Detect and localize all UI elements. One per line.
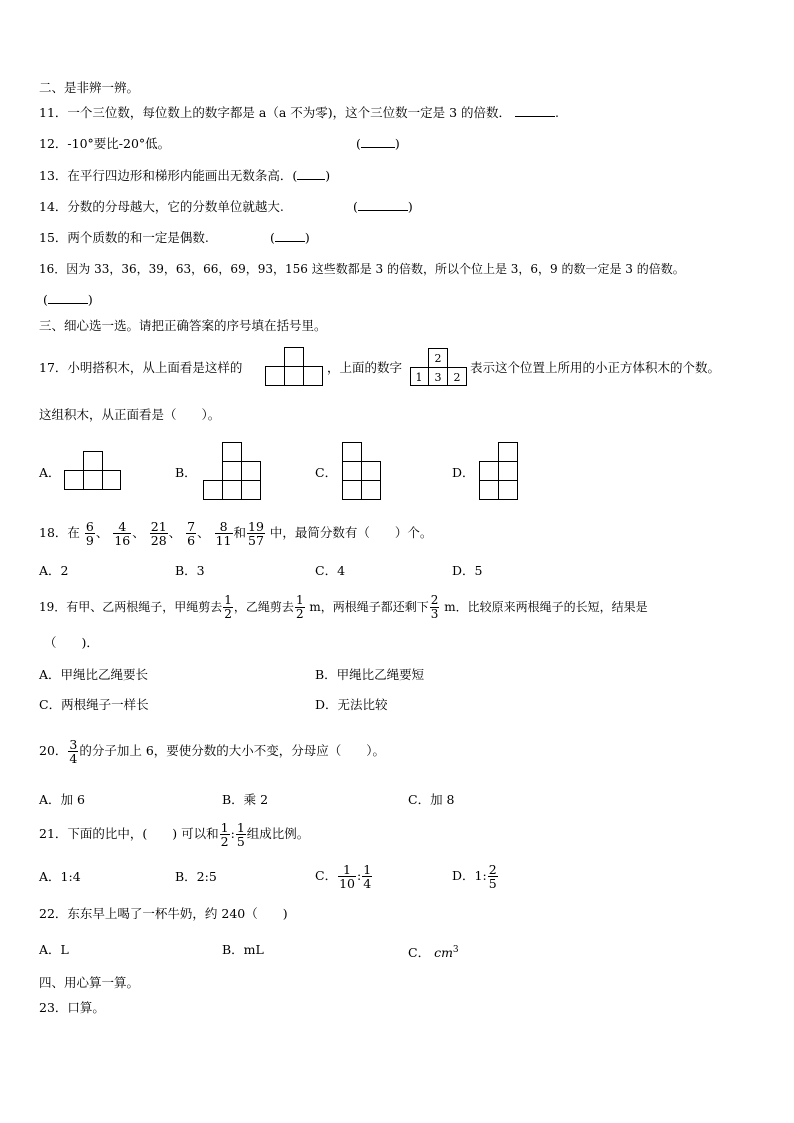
numerator: 1: [295, 593, 304, 607]
question-15-answer[interactable]: [270, 230, 310, 246]
paren-open: (: [270, 230, 275, 245]
denominator: 5: [488, 876, 497, 891]
q19-option-c[interactable]: C．两根绳子一样长: [39, 697, 149, 712]
question-16-text: 16．因为 33，36，39，63，66，69，93，156 这些数都是 3 的倍数，所以个位上是 3，6，9 的数一定是 3 的倍数。: [39, 262, 685, 276]
numerator: 8: [215, 520, 233, 534]
question-14-answer[interactable]: [353, 199, 413, 215]
section-4-heading: 四、用心算一算。: [39, 975, 140, 990]
denominator: 5: [236, 834, 245, 849]
numerator: 3: [69, 737, 78, 752]
paren-close: ): [407, 199, 413, 214]
question-19-line2: （ )．: [44, 635, 99, 650]
denominator: 28: [150, 533, 167, 548]
numerator: 1: [363, 862, 372, 877]
numerator: 1: [220, 820, 229, 835]
section-3-heading: 三、细心选一选。请把正确答案的序号填在括号里。: [39, 318, 327, 333]
numerator: 2: [488, 862, 497, 877]
fraction: [488, 863, 498, 890]
denominator: 10: [339, 876, 355, 891]
q18-option-b[interactable]: B．3: [175, 563, 205, 578]
option-b-figure[interactable]: [203, 441, 263, 501]
fraction: [236, 821, 246, 848]
question-19: [39, 588, 648, 626]
separator: 、: [95, 525, 109, 540]
numerator: 1: [224, 593, 232, 607]
fraction: [362, 863, 372, 890]
numerator: 1: [338, 863, 356, 877]
option-b-label[interactable]: B．: [175, 465, 197, 480]
q22-option-a[interactable]: A．L: [39, 942, 69, 957]
q18-option-d[interactable]: D．5: [452, 563, 483, 578]
fraction: [295, 594, 305, 621]
option-d-figure[interactable]: [479, 441, 519, 501]
question-11-text: 11．一个三位数，每位数上的数字都是 a（a 不为零)，这个三位数一定是 3 的倍数．: [39, 105, 512, 120]
question-15: [39, 230, 209, 246]
question-19-post: m．比较原来两根绳子的长短，结果是: [440, 600, 648, 614]
question-19-mid2: m，两根绳子都还剩下: [305, 600, 429, 614]
fraction: [430, 594, 440, 621]
denominator: 4: [363, 876, 372, 891]
fraction: [113, 520, 131, 547]
question-12-answer[interactable]: [356, 136, 400, 152]
q21-option-c[interactable]: [315, 857, 373, 895]
question-20-pre: 20．: [39, 743, 68, 758]
fraction: [215, 520, 233, 547]
answer-blank[interactable]: [297, 179, 325, 180]
grid-number-1: 1: [415, 371, 423, 384]
answer-blank[interactable]: [515, 116, 555, 117]
question-17-line2: 这组积木，从正面看是（ ）。: [39, 407, 221, 422]
paren-close: ): [87, 292, 93, 307]
q19-option-d[interactable]: D．无法比较: [315, 697, 388, 712]
question-20-post: 的分子加上 6，要使分数的大小不变，分母应（ ）。: [79, 743, 386, 758]
denominator: 16: [114, 533, 131, 548]
q21-option-d[interactable]: [452, 857, 499, 895]
question-18-post: 中，最简分数有（ ）个。: [269, 525, 433, 540]
q21-option-a[interactable]: A．1:4: [39, 869, 81, 884]
question-13-text: 13．在平行四边形和梯形内能画出无数条高．(: [39, 168, 298, 183]
fraction: [150, 520, 168, 547]
q19-option-b[interactable]: B．甲绳比乙绳要短: [315, 667, 425, 682]
denominator: 3: [430, 607, 439, 621]
option-label: D．1:: [452, 868, 487, 883]
numbered-top-view-figure: [410, 347, 470, 387]
option-c-figure[interactable]: [342, 441, 382, 501]
paren-open: (: [43, 292, 48, 307]
question-15-text: 15．两个质数的和一定是偶数.: [39, 230, 209, 245]
denominator: 2: [295, 607, 304, 621]
answer-blank[interactable]: [358, 210, 408, 211]
section-2-heading: 二、是非辨一辨。: [39, 80, 140, 95]
denominator: 4: [69, 751, 78, 766]
separator: 、: [168, 525, 182, 540]
question-13: [39, 168, 330, 184]
answer-blank[interactable]: [48, 303, 88, 304]
fraction: [186, 520, 196, 547]
and-word: 和: [233, 525, 247, 540]
question-12: [39, 136, 170, 152]
fraction: [338, 863, 356, 890]
q22-option-b[interactable]: B．mL: [222, 942, 264, 957]
numerator: 2: [430, 593, 439, 607]
answer-blank[interactable]: [275, 241, 305, 242]
denominator: 9: [85, 533, 94, 548]
unit-cm: cm: [434, 945, 453, 961]
q22-option-c[interactable]: [408, 942, 459, 961]
option-label: C．: [408, 945, 431, 961]
question-12-text: 12．-10°要比-20°低。: [39, 136, 171, 151]
option-a-figure[interactable]: [64, 451, 122, 491]
option-c-label[interactable]: C．: [315, 465, 338, 480]
denominator: 57: [248, 533, 264, 548]
fraction: [85, 520, 95, 547]
question-20: [39, 732, 385, 770]
q20-option-b[interactable]: B．乘 2: [222, 792, 269, 807]
question-21-pre: 21．下面的比中，( ) 可以和: [39, 826, 219, 841]
answer-blank[interactable]: [361, 147, 395, 148]
denominator: 2: [220, 834, 229, 849]
grid-number-3: 2: [453, 371, 461, 384]
q19-option-a[interactable]: A．甲绳比乙绳要长: [39, 667, 149, 682]
numerator: 1: [236, 820, 245, 835]
option-d-label[interactable]: D．: [452, 465, 475, 480]
ratio-colon: :: [230, 826, 235, 841]
numerator: 4: [113, 520, 131, 534]
question-14-text: 14．分数的分母越大，它的分数单位就越大.: [39, 199, 284, 214]
question-17-text-b: ，上面的数字: [327, 360, 403, 375]
paren-close: ): [394, 136, 400, 151]
separator: 、: [132, 525, 145, 540]
paren-close: ): [325, 168, 331, 183]
question-11-end: .: [555, 105, 560, 120]
numerator: 21: [150, 519, 167, 534]
numerator: 6: [85, 519, 94, 534]
question-14: [39, 199, 284, 215]
top-view-figure: [265, 347, 325, 387]
fraction: [220, 821, 230, 848]
unit-exponent: 3: [452, 945, 459, 955]
question-19-pre: 19．有甲、乙两根绳子，甲绳剪去: [39, 600, 223, 614]
denominator: 6: [187, 533, 196, 548]
paren-open: (: [356, 136, 361, 151]
question-21: [39, 815, 309, 853]
numerator: 19: [248, 519, 264, 534]
question-16-answer[interactable]: [43, 292, 93, 308]
paren-open: (: [353, 199, 358, 214]
grid-number-2: 3: [434, 371, 442, 384]
q20-option-c[interactable]: C．加 8: [408, 792, 455, 807]
q20-option-a[interactable]: A．加 6: [39, 792, 85, 807]
ratio-colon: :: [356, 868, 362, 883]
question-11: [39, 105, 559, 121]
paren-close: ): [304, 230, 310, 245]
question-17-text-a: 17．小明搭积木，从上面看是这样的: [39, 360, 243, 375]
fraction: [247, 520, 265, 547]
option-label: C．: [315, 868, 338, 883]
separator: 、: [197, 525, 210, 540]
numerator: 7: [187, 519, 196, 534]
q21-option-b[interactable]: B．2:5: [175, 869, 217, 884]
denominator: 11: [215, 533, 232, 548]
fraction: [223, 594, 233, 621]
q18-option-c[interactable]: C．4: [315, 563, 346, 578]
question-21-post: 组成比例。: [246, 826, 310, 841]
question-19-mid: ，乙绳剪去: [233, 600, 294, 614]
question-17-text-c: 表示这个位置上所用的小正方体积木的个数。: [470, 360, 721, 375]
q18-option-a[interactable]: A．2: [39, 563, 69, 578]
question-22: 22．东东早上喝了一杯牛奶，约 240（ ): [39, 906, 288, 921]
denominator: 2: [224, 607, 232, 621]
fraction: [68, 738, 78, 765]
option-a-label[interactable]: A．: [39, 465, 61, 480]
question-18: [39, 514, 432, 552]
question-18-pre: 18．在: [39, 525, 80, 540]
question-23: 23．口算。: [39, 1000, 105, 1015]
grid-number-top: 2: [434, 352, 442, 365]
question-16: [39, 261, 685, 277]
